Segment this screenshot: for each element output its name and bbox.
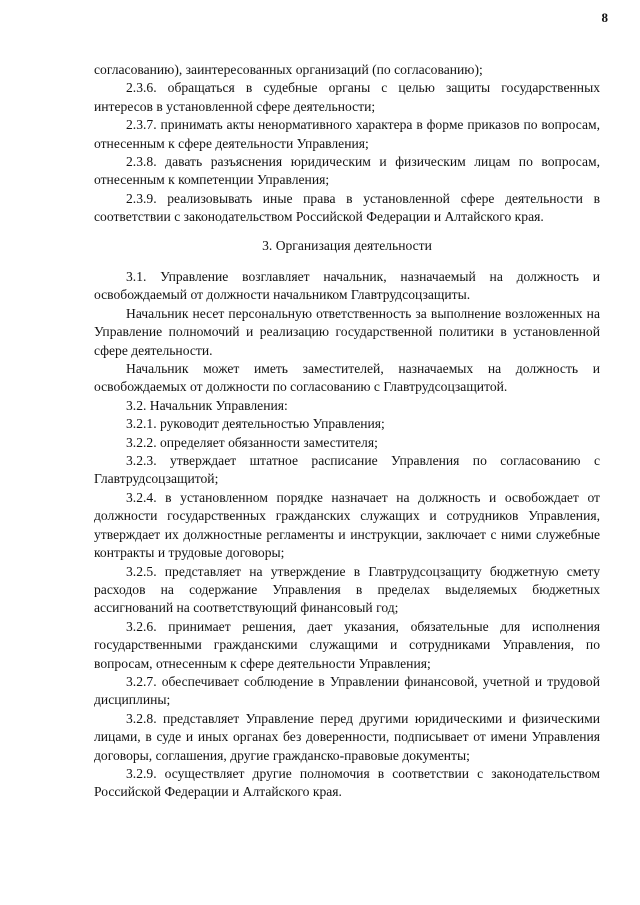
paragraph: 2.3.8. давать разъяснения юридическим и физическим лицам по вопросам, отнесенным к компетенции Управления;	[94, 154, 600, 188]
paragraph: 3.2.2. определяет обязанности заместителя;	[126, 434, 378, 450]
paragraph: 2.3.9. реализовывать иные права в установленной сфере деятельности в соответствии с законодательством Российской Федерации и Алтайского края.	[94, 190, 600, 225]
paragraph: Начальник может иметь заместителей, назначаемых на должность и освобождаемых от должности по согласованию с Главтрудсоцзащитой.	[94, 361, 600, 395]
paragraph: 3.2.8. представляет Управление перед другими юридическими и физическими лицами, в суде и иных органах без доверенности, подписывает от имени Управления договоры, соглашения, другие гражданско-правовые документы;	[94, 710, 600, 763]
paragraph: 2.3.6. обращаться в судебные органы с целью защиты государственных интересов в установленной сфере деятельности;	[94, 80, 600, 114]
page-number: 8	[601, 10, 608, 25]
paragraph: Начальник несет персональную ответственность за выполнение возложенных на Управление полномочий и реализацию государственной политики в установленной сфере деятельности.	[94, 305, 600, 358]
paragraph: 3.2.5. представляет на утверждение в Главтрудсоцзащиту бюджетную смету расходов на содержание Управления в пределах выделяемых бюджетных ассигнований на соответствующий финансовый год;	[94, 563, 600, 616]
paragraph: 3.2. Начальник Управления:	[126, 397, 288, 413]
paragraph: 3.2.4. в установленном порядке назначает на должность и освобождает от должности государственных гражданских служащих и сотрудников Управления, утверждает их должностные регламенты и инструкции, заключает с ними служебные контракты и трудовые договоры;	[94, 489, 600, 561]
paragraph: 3.2.6. принимает решения, дает указания, обязательные для исполнения государственными гражданскими служащими и сотрудниками Управления, по вопросам, отнесенным к сфере деятельности Управления;	[94, 618, 600, 671]
paragraph: 3.2.3. утверждает штатное расписание Управления по согласованию с Главтрудсоцзащитой;	[94, 453, 600, 487]
paragraph: 2.3.7. принимать акты ненормативного характера в форме приказов по вопросам, отнесенным к сфере деятельности Управления;	[94, 117, 600, 151]
section-title: 3. Организация деятельности	[262, 238, 432, 253]
paragraph: согласованию), заинтересованных организаций (по согласованию);	[94, 62, 483, 77]
paragraph: 3.2.9. осуществляет другие полномочия в соответствии с законодательством Российской Федерации и Алтайского края.	[94, 765, 600, 800]
section-paragraphs	[94, 268, 600, 802]
paragraph: 3.1. Управление возглавляет начальник, назначаемый на должность и освобождаемый от должности начальником Главтрудсоцзащиты.	[94, 269, 600, 303]
paragraph: 3.2.1. руководит деятельностью Управления;	[126, 416, 385, 432]
paragraph: 3.2.7. обеспечивает соблюдение в Управлении финансовой, учетной и трудовой дисциплины;	[94, 673, 600, 708]
top-paragraphs	[94, 61, 600, 227]
